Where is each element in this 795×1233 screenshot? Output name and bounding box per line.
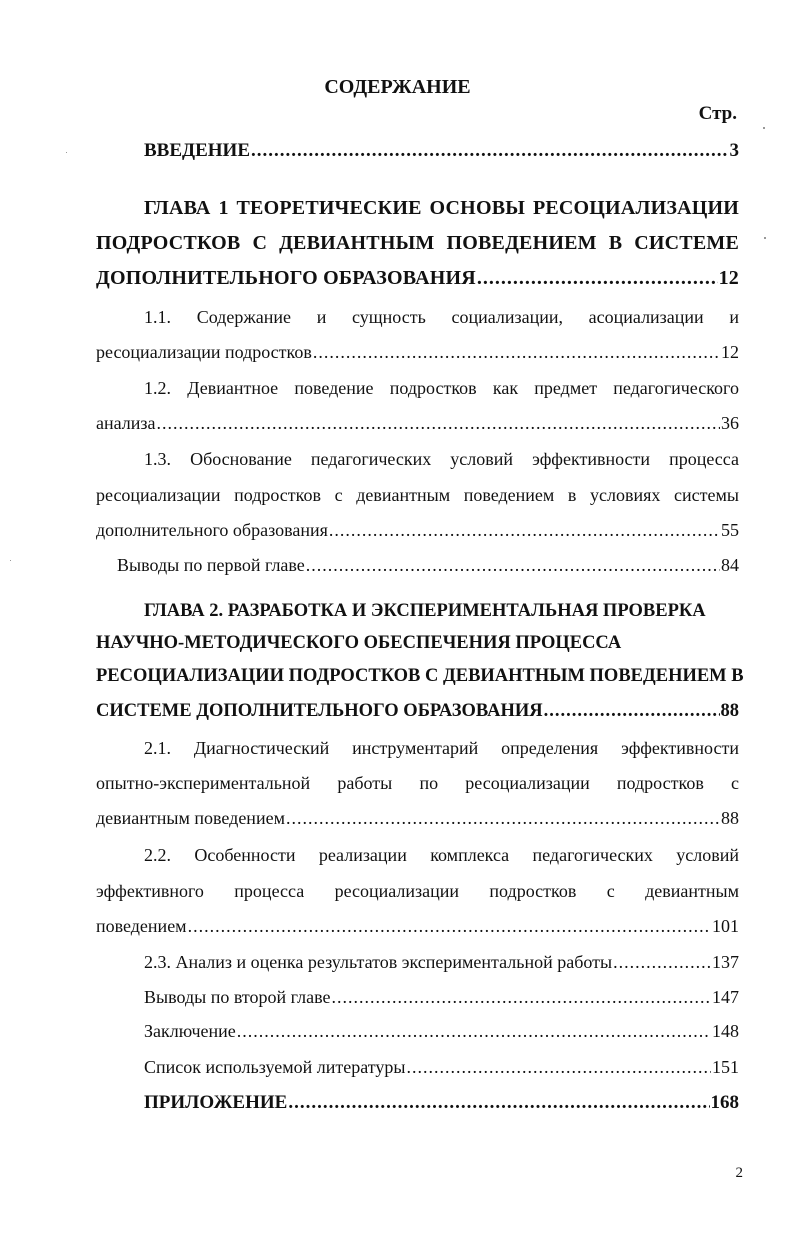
toc-page-number: 101 [712, 916, 739, 936]
toc-page-number: 12 [718, 267, 739, 289]
conclusions-chapter2 [144, 983, 739, 1011]
chapter1-heading-line1: ГЛАВА 1 ТЕОРЕТИЧЕСКИЕ ОСНОВЫ РЕСОЦИАЛИЗАЦИИ [144, 197, 739, 219]
toc-leader-dots [251, 137, 729, 165]
conclusions-chapter1 [117, 551, 739, 579]
toc-entry-label: ДОПОЛНИТЕЛЬНОГО ОБРАЗОВАНИЯ [96, 267, 476, 289]
toc-leader-dots [477, 264, 718, 292]
toc-entry-label: 2.3. Анализ и оценка результатов экспериментальной работы [144, 952, 613, 972]
toc-leader-dots [286, 804, 720, 832]
toc-entry-label: СИСТЕМЕ ДОПОЛНИТЕЛЬНОГО ОБРАЗОВАНИЯ [96, 701, 543, 721]
toc-entry-appendix [144, 1089, 739, 1117]
section-2-2-line2: эффективного процесса ресоциализации подростков с девиантным [96, 881, 739, 901]
page-number: 2 [735, 1165, 743, 1181]
toc-entry-introduction [144, 137, 739, 165]
toc-leader-dots [288, 1089, 709, 1117]
toc-leader-dots [188, 912, 711, 940]
toc-page-number: 88 [721, 808, 739, 828]
page-column-header: Стр. [698, 103, 737, 124]
chapter2-heading-line3: РЕСОЦИАЛИЗАЦИИ ПОДРОСТКОВ С ДЕВИАНТНЫМ ПОВЕДЕНИЕМ В [96, 666, 744, 686]
toc-leader-dots [406, 1053, 711, 1081]
toc-leader-dots [237, 1017, 711, 1045]
toc-entry-label: Заключение [144, 1021, 236, 1041]
toc-entry-label: ВВЕДЕНИЕ [144, 140, 250, 161]
chapter2-heading-line2: НАУЧНО-МЕТОДИЧЕСКОГО ОБЕСПЕЧЕНИЯ ПРОЦЕССА [96, 633, 622, 653]
toc-entry-label: дополнительного образования [96, 520, 328, 540]
toc-entry-label: Выводы по первой главе [117, 555, 305, 575]
toc-page-number: 137 [712, 952, 739, 972]
toc-leader-dots [313, 338, 720, 366]
scan-speck [10, 560, 11, 561]
section-2-2-line3 [96, 912, 739, 940]
toc-leader-dots [306, 551, 720, 579]
scan-speck [66, 152, 67, 153]
section-1-3-line3 [96, 516, 739, 544]
toc-page-number: 168 [710, 1092, 739, 1113]
chapter1-heading-line2: ПОДРОСТКОВ С ДЕВИАНТНЫМ ПОВЕДЕНИЕМ В СИСТЕМЕ [96, 232, 739, 254]
toc-page-number: 147 [712, 987, 739, 1007]
toc-leader-dots [329, 516, 720, 544]
section-1-2-line1: 1.2. Девиантное поведение подростков как предмет педагогического [144, 378, 739, 398]
scan-speck [764, 237, 766, 239]
section-2-1-line1: 2.1. Диагностический инструментарий определения эффективности [144, 738, 739, 758]
toc-leader-dots [156, 409, 720, 437]
scan-speck [763, 127, 765, 129]
toc-entry-label: поведением [96, 916, 187, 936]
toc-page-number: 151 [712, 1057, 739, 1077]
toc-entry-label: ПРИЛОЖЕНИЕ [144, 1092, 288, 1113]
toc-page-number: 148 [712, 1021, 739, 1041]
toc-entry-label: ресоциализации подростков [96, 342, 312, 362]
toc-leader-dots [331, 983, 711, 1011]
toc-page-number: 3 [729, 140, 739, 161]
section-1-1-line2 [96, 338, 739, 366]
section-2-1-line3 [96, 804, 739, 832]
toc-page-number: 36 [721, 413, 739, 433]
chapter2-heading-line1: ГЛАВА 2. РАЗРАБОТКА И ЭКСПЕРИМЕНТАЛЬНАЯ ПРОВЕРКА [144, 601, 706, 621]
chapter1-heading-line3 [96, 264, 739, 292]
section-1-3-line2: ресоциализации подростков с девиантным поведением в условиях системы [96, 485, 739, 505]
toc-page-number: 12 [721, 342, 739, 362]
section-1-2-line2 [96, 409, 739, 437]
toc-title: СОДЕРЖАНИЕ [324, 76, 471, 98]
toc-page-number: 55 [721, 520, 739, 540]
toc-entry-references [144, 1053, 739, 1081]
section-1-1-line1: 1.1. Содержание и сущность социализации, асоциализации и [144, 307, 739, 327]
toc-page-number: 84 [721, 555, 739, 575]
toc-entry-label: анализа [96, 413, 156, 433]
section-2-1-line2: опытно-экспериментальной работы по ресоциализации подростков с [96, 773, 739, 793]
toc-entry-conclusion [144, 1017, 739, 1045]
toc-page-number: 88 [720, 701, 739, 721]
toc-entry-label: девиантным поведением [96, 808, 285, 828]
chapter2-heading-line4 [96, 697, 739, 725]
section-2-2-line1: 2.2. Особенности реализации комплекса педагогических условий [144, 845, 739, 865]
section-2-3 [144, 948, 739, 976]
toc-leader-dots [544, 697, 720, 725]
toc-entry-label: Выводы по второй главе [144, 987, 331, 1007]
toc-leader-dots [613, 948, 711, 976]
section-1-3-line1: 1.3. Обоснование педагогических условий эффективности процесса [144, 449, 739, 469]
toc-entry-label: Список используемой литературы [144, 1057, 406, 1077]
